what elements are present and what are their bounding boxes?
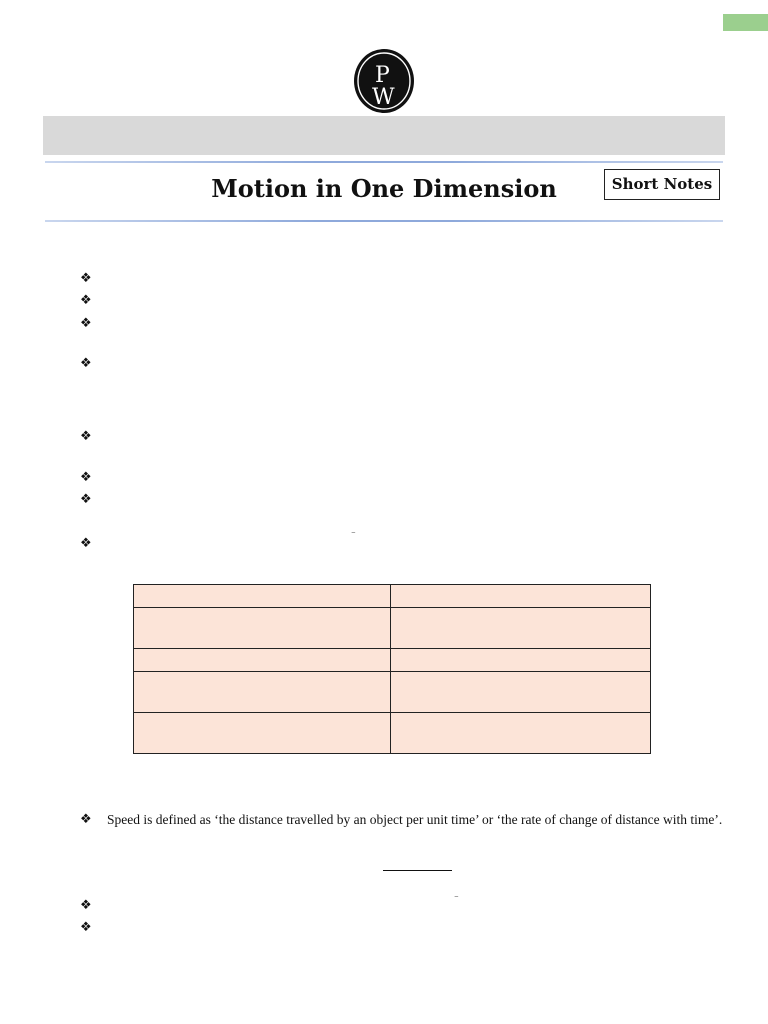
table-cell bbox=[134, 672, 391, 713]
table-row bbox=[134, 672, 651, 713]
diamond-bullet-icon: ❖ bbox=[80, 270, 92, 285]
diamond-bullet-icon: ❖ bbox=[80, 292, 92, 307]
table-cell bbox=[134, 585, 391, 608]
table-cell bbox=[391, 608, 651, 649]
table-cell bbox=[391, 713, 651, 754]
speed-definition: Speed is defined as ‘the distance travelled by an object per unit time’ or ‘the rate of change of distance with time’. bbox=[107, 812, 723, 827]
table-row bbox=[134, 649, 651, 672]
table-cell bbox=[391, 649, 651, 672]
table-cell bbox=[134, 713, 391, 754]
diamond-bullet-icon: ❖ bbox=[80, 491, 92, 506]
pw-logo-icon bbox=[353, 48, 415, 114]
diamond-bullet-icon: ❖ bbox=[80, 355, 92, 370]
diamond-bullet-icon: ❖ bbox=[80, 428, 92, 443]
diamond-bullet-icon: ❖ bbox=[80, 919, 92, 934]
diamond-bullet-icon: ❖ bbox=[80, 469, 92, 484]
vector-arrow-mark: ⁻ bbox=[454, 893, 459, 903]
logo-letter-w: W bbox=[372, 85, 395, 110]
header-rule-top bbox=[45, 161, 723, 163]
corner-tab bbox=[723, 14, 768, 31]
table-cell bbox=[134, 649, 391, 672]
diamond-bullet-icon: ❖ bbox=[80, 897, 92, 912]
logo-letter-p: P bbox=[375, 63, 390, 88]
header-band bbox=[43, 116, 725, 155]
table-cell bbox=[391, 672, 651, 713]
vector-arrow-mark: ⁻ bbox=[351, 529, 356, 539]
diamond-bullet-icon: ❖ bbox=[80, 811, 92, 826]
comparison-table bbox=[133, 584, 651, 754]
formula-fraction-bar bbox=[383, 870, 452, 871]
diamond-bullet-icon: ❖ bbox=[80, 535, 92, 550]
table-row bbox=[134, 608, 651, 649]
table-row bbox=[134, 585, 651, 608]
header-rule-bottom bbox=[45, 220, 723, 222]
table-cell bbox=[134, 608, 391, 649]
diamond-bullet-icon: ❖ bbox=[80, 315, 92, 330]
table-row bbox=[134, 713, 651, 754]
page-title: Motion in One Dimension bbox=[211, 174, 557, 203]
short-notes-badge: Short Notes bbox=[604, 169, 720, 200]
table-cell bbox=[391, 585, 651, 608]
